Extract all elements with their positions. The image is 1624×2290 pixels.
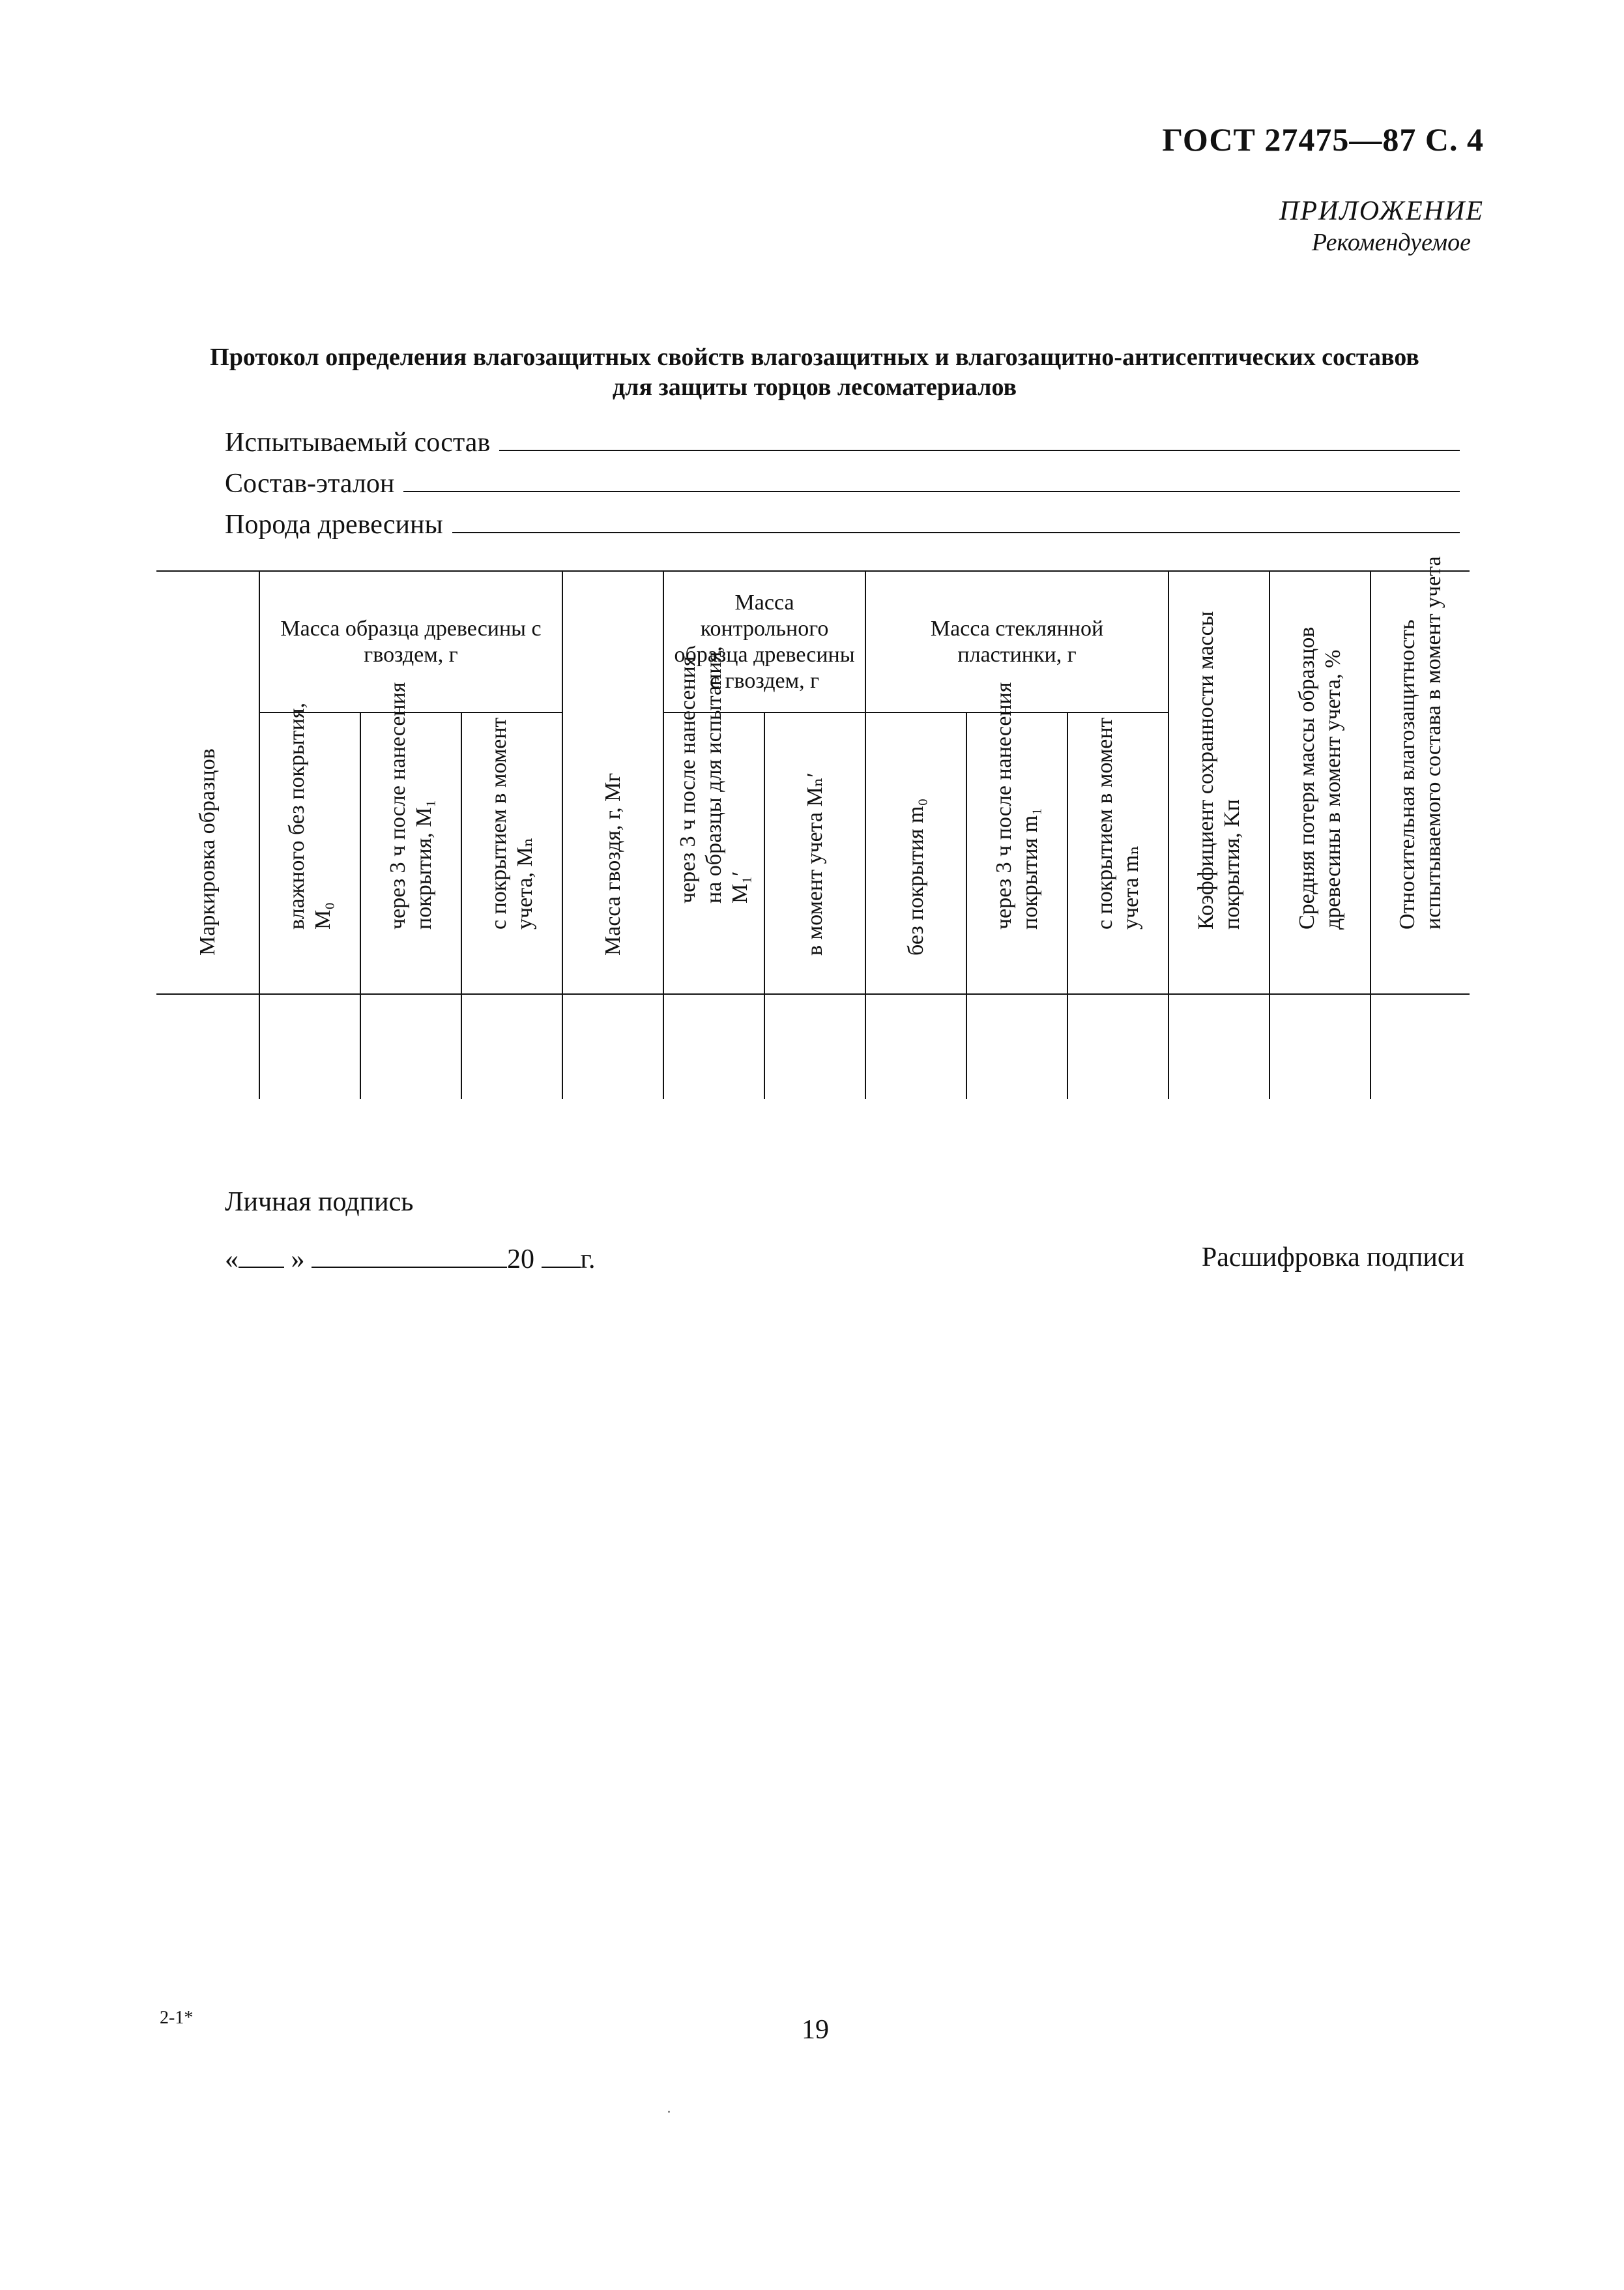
signature-decode-label: Расшифровка подписи xyxy=(1201,1242,1464,1272)
wood-species-blank[interactable] xyxy=(452,532,1460,533)
table-cell[interactable] xyxy=(663,994,764,1099)
header-marking: Маркировка образцов xyxy=(156,571,259,994)
table-cell[interactable] xyxy=(360,994,461,1099)
date-close-quote: » xyxy=(291,1244,305,1274)
wood-species-field[interactable] xyxy=(225,509,1460,540)
header-coated-moment: с покрытием в момент учета, Mₙ xyxy=(461,712,562,994)
table-cell[interactable] xyxy=(259,994,360,1099)
header-nail-mass: Масса гвоздя, г, Mг xyxy=(562,571,663,994)
table-cell[interactable] xyxy=(1168,994,1269,1099)
page-number: 19 xyxy=(802,2015,829,2045)
reference-composition-field[interactable] xyxy=(225,468,1460,499)
table-cell[interactable] xyxy=(156,994,259,1099)
wood-species-label: Порода древесины xyxy=(225,510,443,540)
tested-composition-label: Испытываемый состав xyxy=(225,428,491,458)
tested-composition-field[interactable] xyxy=(225,427,1460,458)
table-header-row-top xyxy=(156,571,1470,712)
date-open-quote: « xyxy=(225,1244,239,1274)
day-blank[interactable] xyxy=(239,1242,284,1268)
table-cell[interactable] xyxy=(461,994,562,1099)
header-group-sample-mass: Масса образца древесины с гвоздем, г xyxy=(259,571,562,712)
header-glass-coated: с покрытием в момент учета mₙ xyxy=(1067,712,1168,994)
table-row xyxy=(156,994,1470,1099)
header-control-after-3h: через 3 ч после нанесения на образцы для испытания, M₁′ xyxy=(663,712,764,994)
personal-signature-label: Личная подпись xyxy=(225,1187,414,1217)
table-cell[interactable] xyxy=(1067,994,1168,1099)
header-group-control-mass: Масса контрольного образца древесины с гвоздем, г xyxy=(663,571,865,712)
header-after-3h: через 3 ч после нанесения покрытия, M₁ xyxy=(360,712,461,994)
protocol-title-line2: для защиты торцов лесоматериалов xyxy=(612,374,1017,401)
date-line xyxy=(225,1242,596,1275)
header-group-glass-mass: Масса стеклянной пластинки, г xyxy=(865,571,1168,712)
table-cell[interactable] xyxy=(865,994,966,1099)
year-prefix: 20 xyxy=(507,1244,534,1274)
table-cell[interactable] xyxy=(562,994,663,1099)
appendix-label: ПРИЛОЖЕНИЕ xyxy=(1279,196,1484,226)
header-wet-no-coating: влажного без покрытия, M₀ xyxy=(259,712,360,994)
protocol-title xyxy=(196,342,1434,402)
tested-composition-blank[interactable] xyxy=(499,450,1460,451)
protocol-table xyxy=(156,556,1470,1099)
table-cell[interactable] xyxy=(764,994,865,1099)
year-blank[interactable] xyxy=(542,1242,581,1268)
protocol-title-line1: Протокол определения влагозащитных свойств влагозащитных и влагозащитно-антисептических составов xyxy=(210,344,1419,371)
header-glass-no-coating: без покрытия m₀ xyxy=(865,712,966,994)
month-blank[interactable] xyxy=(312,1242,507,1268)
header-coefficient: Коэффициент сохранности массы покрытия, Kп xyxy=(1168,571,1269,994)
header-control-moment: в момент учета Mₙ′ xyxy=(764,712,865,994)
page-mark: 2-1* xyxy=(160,2008,194,2028)
table-cell[interactable] xyxy=(1269,994,1370,1099)
reference-composition-blank[interactable] xyxy=(403,491,1460,492)
year-suffix: г. xyxy=(580,1244,596,1274)
table-cell[interactable] xyxy=(966,994,1067,1099)
header-average-loss: Средняя потеря массы образцов древесины в момент учета, % xyxy=(1269,571,1370,994)
standard-header: ГОСТ 27475—87 С. 4 xyxy=(1162,121,1484,158)
appendix-kind: Рекомендуемое xyxy=(1311,229,1471,256)
header-glass-after-3h: через 3 ч после нанесения покрытия m₁ xyxy=(966,712,1067,994)
reference-composition-label: Состав-эталон xyxy=(225,469,395,499)
header-relative-protection: Относительная влагозащитность испытываемого состава в момент учета xyxy=(1370,571,1470,994)
table-cell[interactable] xyxy=(1370,994,1470,1099)
scan-speck xyxy=(668,2111,670,2113)
